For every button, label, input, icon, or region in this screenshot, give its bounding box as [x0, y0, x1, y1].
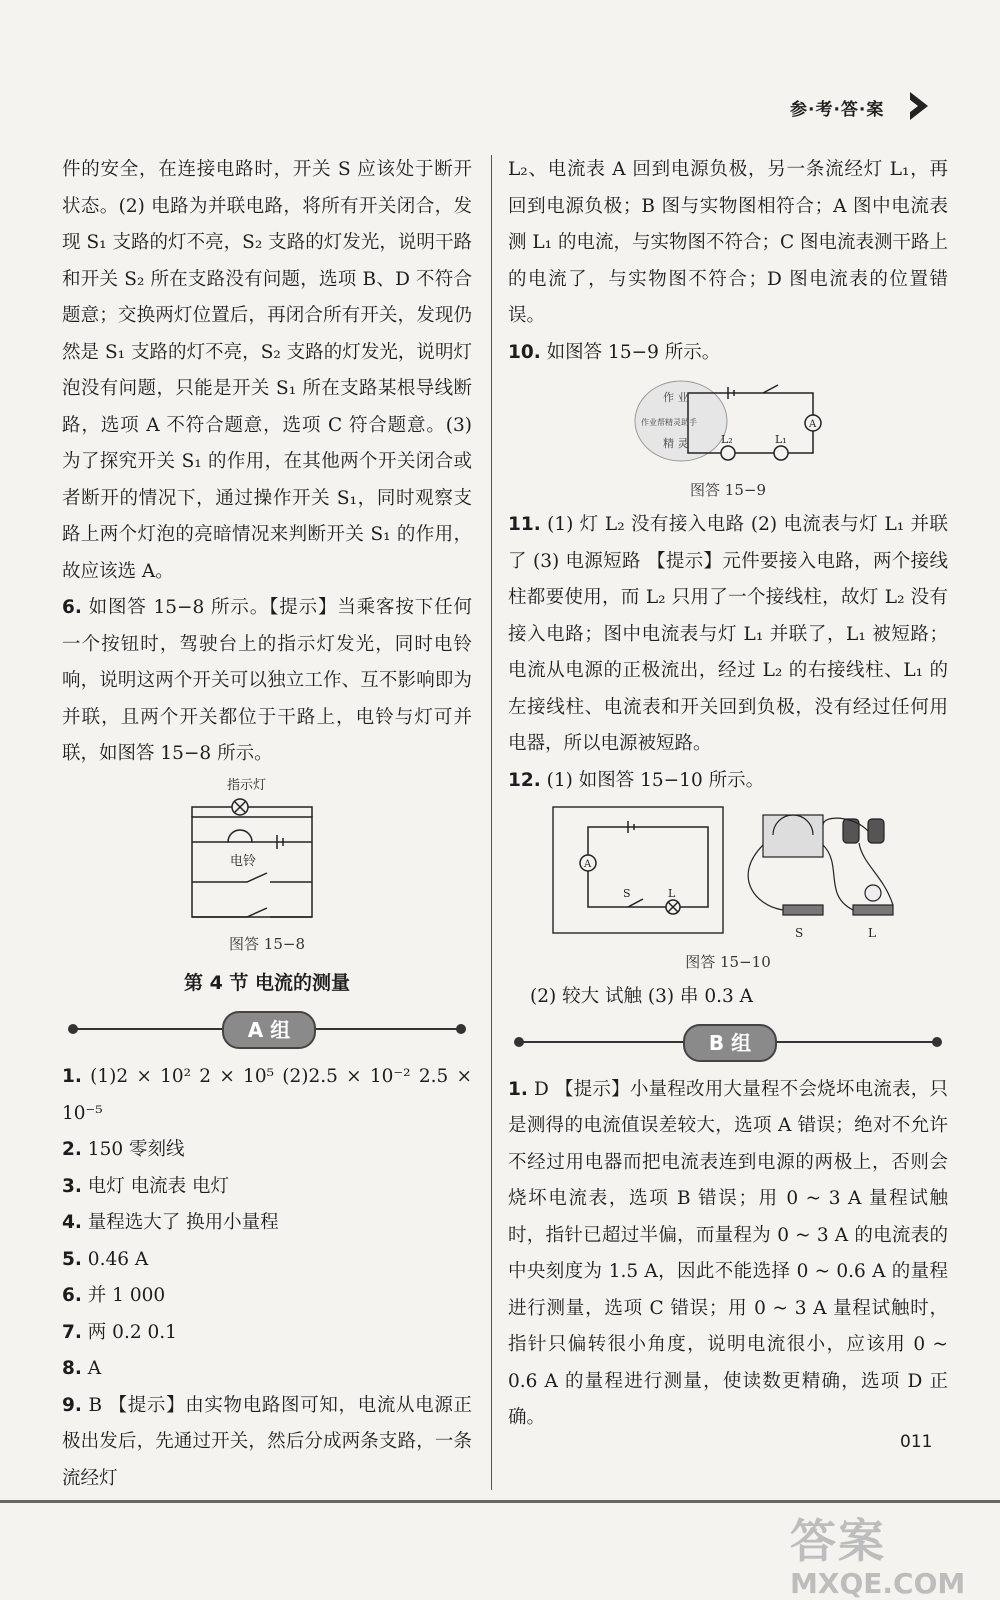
header-tag: 参·考·答·案	[790, 100, 885, 120]
svg-text:作业帮精灵助手: 作业帮精灵助手	[641, 418, 697, 427]
svg-text:L: L	[668, 887, 676, 900]
figure-caption: 图答 15−8	[229, 934, 305, 953]
answer-4: 4. 量程选大了 换用小量程	[62, 1212, 279, 1233]
right-column	[508, 152, 948, 1437]
svg-text:A: A	[809, 419, 817, 430]
svg-text:L₁: L₁	[775, 433, 787, 446]
section-title: 第 4 节 电流的测量	[183, 971, 351, 994]
paragraph-continued: 件的安全，在连接电路时，开关 S 应该处于断开状态。(2) 电路为并联电路，将所有开关闭合，发现 S₁ 支路的灯不亮，S₂ 支路的灯发光，说明干路和开关 S₂ 所在支路没有问题，选项 B、D 不符合题意；交换两灯位置后，再闭合所有开关，发现仍然是 S₁ 支路的灯不亮，S₂ 支路的灯发光，说明灯泡没有问题，只能是开关 S₁ 所在支路某根导线断路，选项 A 不符合题意，选项 C 符合题意。(3) 为了探究开关 S₁ 的作用，在其他两个开关闭合或者断开的情况下，通过操作开关 S₁，同时观察支路上两个灯泡的亮暗情况来判断开关 S₁ 的作用，故应该选 A。	[62, 159, 472, 582]
lamp-label: 指示灯	[227, 777, 267, 793]
circuit-diagram-15-10	[523, 805, 933, 945]
band-dot	[456, 1024, 466, 1034]
svg-text:作 业: 作 业	[663, 391, 689, 404]
question-12: 12. (1) 如图答 15−10 所示。	[508, 769, 765, 791]
question-text: 如图答 15−8 所示。【提示】当乘客按下任何一个按钮时，驾驶台上的指示灯发光，同时电铃响，说明这两个开关可以独立工作、互不影响即为并联，且两个开关都位于干路上，电铃与灯可并联，如图答 15−8 所示。	[62, 597, 472, 764]
watermark-logo: 答案 MXQE.COM	[790, 1514, 966, 1600]
figure-15-10	[508, 805, 948, 973]
svg-text:L₂: L₂	[721, 433, 733, 446]
question-9: 9. B 【提示】由实物电路图可知，电流从电源正极出发后，先通过开关，然后分成两条支路，一条流经灯	[62, 1394, 472, 1489]
question-12-part2: (2) 较大 试触 (3) 串 0.3 A	[530, 986, 753, 1007]
ammeter-icon	[763, 815, 823, 857]
circuit-diagram-15-8	[182, 777, 352, 927]
svg-text:A: A	[584, 859, 592, 870]
answer-8: 8. A	[62, 1358, 102, 1379]
bulb-base-icon	[853, 905, 893, 915]
svg-text:S: S	[795, 926, 804, 940]
svg-text:精 灵: 精 灵	[663, 437, 689, 450]
switch-icon	[783, 905, 823, 915]
figure-15-9	[508, 373, 948, 501]
figure-caption: 图答 15−10	[685, 953, 771, 971]
question-10: 10. 如图答 15−9 所示。	[508, 341, 721, 363]
answer-7: 7. 两 0.2 0.1	[62, 1321, 177, 1343]
figure-15-8	[62, 777, 472, 955]
bottom-rule	[0, 1500, 1000, 1503]
bulb-icon	[865, 885, 881, 901]
b-question-1: 1. D 【提示】小量程改用大量程不会烧坏电流表，只是测得的电流值误差较大，选项 A 错误；绝对不允许不经过用电器而把电流表连到电源的两极上，否则会烧坏电流表，选项 B 错误；用 0 ~ 3 A 量程试触时，指针已超过半偏，而量程为 0 ~ 3 A 的电流表的中央刻度为 1.5 A，因此不能选择 0 ~ 0.6 A 的量程进行测量，选项 C 错误；用 0 ~ 3 A 量程试触时，指针只偏转很小角度，说明电流很小，应该用 0 ~ 0.6 A 的量程进行测量，使读数更精确，选项 D 正确。	[508, 1078, 948, 1428]
circuit-diagram-15-9	[633, 373, 823, 473]
svg-text:S: S	[623, 887, 631, 900]
answer-3: 3. 电灯 电流表 电灯	[62, 1175, 230, 1197]
paragraph-continued-right: L₂、电流表 A 回到电源负极，另一条流经灯 L₁，再回到电源负极；B 图与实物图相符合；A 图中电流表测 L₁ 的电流，与实物图不符合；C 图电流表测干路上的电流了，与实物图不符合；D 图电流表的位置错误。	[508, 159, 949, 326]
left-column	[62, 152, 472, 1497]
battery-icon	[868, 819, 884, 843]
answer-2: 2. 150 零刻线	[62, 1139, 185, 1160]
question-11: 11. (1) 灯 L₂ 没有接入电路 (2) 电流表与灯 L₁ 并联了 (3) 电源短路 【提示】元件要接入电路，两个接线柱都要使用，而 L₂ 只用了一个接线柱，故灯 L₂ 没有接入电路；图中电流表与灯 L₁ 并联了，L₁ 被短路；电流从电源的正极流出，经过 L₂ 的右接线柱、L₁ 的左接线柱、电流表和开关回到负极，没有经过任何用电器，所以电源被短路。	[508, 514, 948, 754]
answer-1: 1. (1)2 × 10² 2 × 10⁵ (2)2.5 × 10⁻² 2.5 × 10⁻⁵	[62, 1066, 472, 1124]
answer-5: 5. 0.46 A	[62, 1248, 149, 1270]
band-dot	[68, 1024, 78, 1034]
figure-caption: 图答 15−9	[690, 481, 766, 499]
group-b-band	[508, 1022, 948, 1062]
question-number: 6.	[62, 597, 82, 618]
header-arrow-icon	[910, 92, 928, 120]
svg-text:L: L	[868, 926, 876, 940]
answer-6: 6. 并 1 000	[62, 1285, 166, 1306]
group-a-label: A 组	[222, 1011, 316, 1049]
bell-icon	[228, 830, 252, 842]
group-b-label: B 组	[683, 1024, 777, 1062]
column-divider	[491, 155, 492, 1490]
group-a-band	[62, 1009, 472, 1049]
page-number: 011	[900, 1432, 933, 1452]
bell-label: 电铃	[230, 853, 257, 869]
question-6	[62, 590, 472, 773]
